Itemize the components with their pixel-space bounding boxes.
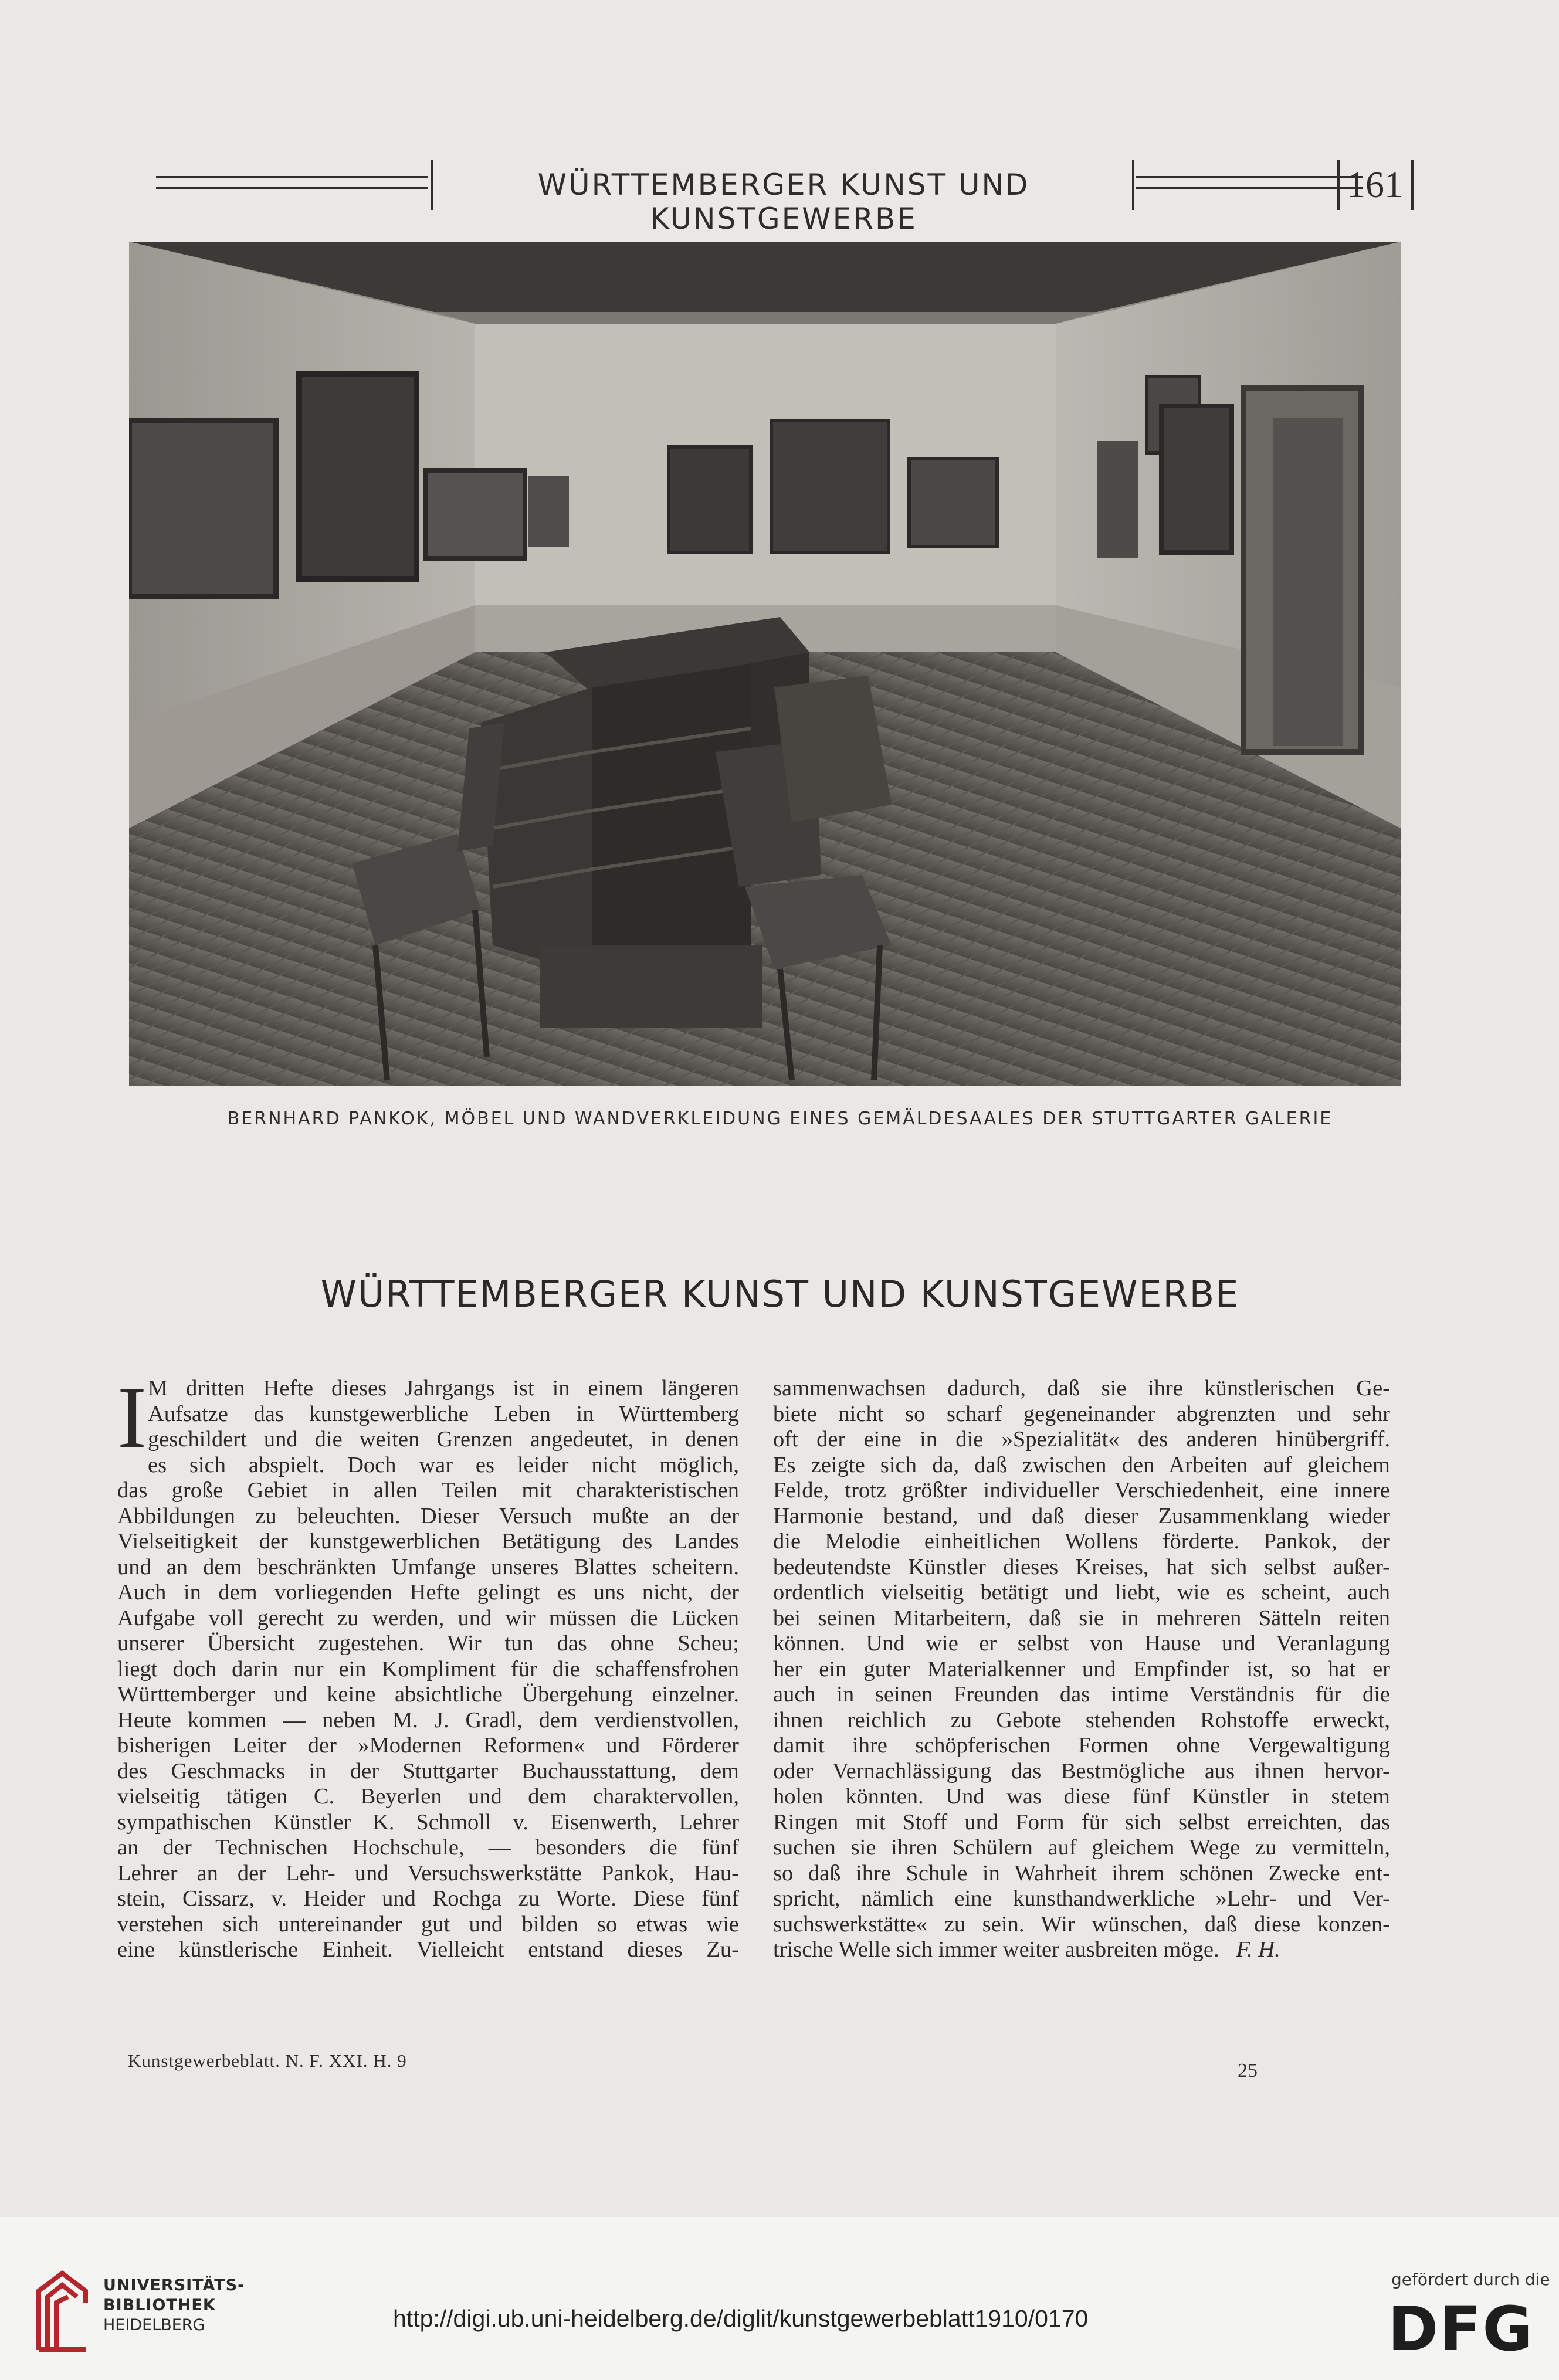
text-line-final: [773, 1937, 1390, 1963]
text-line: suchen sie ihren Schülern auf gleichem Wege zu vermitteln,: [773, 1835, 1390, 1860]
text-line: sammenwachsen dadurch, daß sie ihre künstlerischen Ge-: [773, 1376, 1390, 1401]
text-line: auch in seinen Freunden das intime Verständnis für die: [773, 1682, 1390, 1707]
text-line: oft der eine in die »Spezialität« des anderen hinübergriff.: [773, 1427, 1390, 1452]
running-head-rule-left: [156, 176, 428, 189]
text-line: Ringen mit Stoff und Form für sich selbst erreichten, das: [773, 1809, 1390, 1835]
text-line: ihnen reichlich zu Gebote stehenden Rohstoffe erweckt,: [773, 1707, 1390, 1733]
library-name-line: HEIDELBERG: [103, 2316, 205, 2334]
digital-object-url[interactable]: http://digi.ub.uni-heidelberg.de/diglit/kunstgewerbeblatt1910/0170: [393, 2305, 1089, 2332]
drop-cap: I: [117, 1369, 147, 1466]
text-line: suchswerkstätte« zu sein. Wir wünschen, daß diese konzen-: [773, 1911, 1390, 1937]
library-name-line: UNIVERSITÄTS-: [103, 2276, 245, 2294]
article-heading: WÜRTTEMBERGER KUNST UND KUNSTGEWERBE: [320, 1273, 1240, 1316]
text-line: oder Vernachlässigung das Bestmögliche aus ihnen hervor-: [773, 1758, 1390, 1784]
text-line: Vielseitigkeit der kunstgewerblichen Betätigung des Landes: [117, 1529, 739, 1554]
text-line: damit ihre schöpferischen Formen ohne Vergewaltigung: [773, 1733, 1390, 1758]
text-line: an der Technischen Hochschule, — besonders die fünf: [117, 1835, 739, 1860]
text-line: her ein guter Materialkenner und Empfinder ist, so hat er: [773, 1656, 1390, 1681]
running-head: [156, 160, 1414, 236]
text-line: spricht, nämlich eine kunsthandwerkliche »Lehr- und Ver-: [773, 1886, 1390, 1911]
text-line: M dritten Hefte dieses Jahrgangs ist in einem längeren: [148, 1376, 739, 1401]
text-line: unserer Übersicht zugestehen. Wir tun das ohne Scheu;: [117, 1631, 739, 1656]
photo-caption: BERNHARD PANKOK, MÖBEL UND WANDVERKLEIDUNG EINES GEMÄLDESAALES DER STUTTGARTER GALERIE: [227, 1108, 1333, 1129]
text-line: Lehrer an der Lehr- und Versuchswerkstätte Pankok, Hau-: [117, 1860, 739, 1886]
text-line: Heute kommen — neben M. J. Gradl, dem verdienstvollen,: [117, 1707, 739, 1733]
text-line: holen könnten. Und was diese fünf Künstler in stetem: [773, 1784, 1390, 1809]
text-line: so daß ihre Schule in Wahrheit ihrem schönen Zwecke ent-: [773, 1860, 1390, 1886]
page-number: 161: [1347, 164, 1403, 205]
library-name: [103, 2276, 245, 2335]
running-head-title: WÜRTTEMBERGER KUNST UND KUNSTGEWERBE: [537, 168, 1030, 236]
text-line: ordentlich vielseitig betätigt und liebt, wie es scheint, auch: [773, 1580, 1390, 1605]
text-line: des Geschmacks in der Stuttgarter Buchausstattung, dem: [117, 1758, 739, 1784]
text-column-right: [773, 1376, 1390, 1963]
running-head-divider: [431, 160, 433, 210]
running-head-divider: [1132, 160, 1134, 210]
text-line: das große Gebiet in allen Teilen mit charakteristischen: [117, 1478, 739, 1503]
funding-caption: gefördert durch die: [1391, 2270, 1550, 2289]
text-line: geschildert und die weiten Grenzen angedeutet, in denen: [148, 1427, 739, 1452]
text-line: bedeutendste Künstler dieses Kreises, hat sich selbst außer-: [773, 1554, 1390, 1579]
text-column-left: [117, 1369, 739, 1963]
text-line: Aufsatze das kunstgewerbliche Leben in Württemberg: [148, 1401, 739, 1426]
library-name-line: BIBLIOTHEK: [103, 2296, 216, 2314]
text-line: biete nicht so scharf gegeneinander abgrenzten und sehr: [773, 1401, 1390, 1426]
gallery-photograph: [129, 242, 1401, 1086]
text-line: sympathischen Künstler K. Schmoll v. Eisenwerth, Lehrer: [117, 1809, 739, 1835]
text-line: Felde, trotz größter individueller Verschiedenheit, eine innere: [773, 1478, 1390, 1503]
author-signature: F. H.: [1236, 1937, 1280, 1962]
text-line: trische Welle sich immer weiter ausbreiten möge.: [773, 1937, 1219, 1962]
text-line: stein, Cissarz, v. Heider und Rochga zu Worte. Diese fünf: [117, 1886, 739, 1911]
text-line: eine künstlerische Einheit. Vielleicht entstand dieses Zu-: [117, 1937, 739, 1962]
text-line: Württemberger und keine absichtliche Übergehung einzelner.: [117, 1682, 739, 1707]
text-line: es sich abspielt. Doch war es leider nicht möglich,: [148, 1452, 739, 1477]
dfg-logo: DFG: [1388, 2293, 1534, 2365]
text-line: Harmonie bestand, und daß dieser Zusammenklang wieder: [773, 1503, 1390, 1528]
text-line: Es zeigte sich da, daß zwischen den Arbeiten auf gleichem: [773, 1452, 1390, 1477]
running-head-rule-right: [1136, 176, 1363, 189]
text-line: die Melodie einheitlichen Wollens förderte. Pankok, der: [773, 1529, 1390, 1554]
text-line: vielseitig tätigen C. Beyerlen und dem charaktervollen,: [117, 1784, 739, 1809]
text-line: Aufgabe voll gerecht zu werden, und wir müssen die Lücken: [117, 1605, 739, 1630]
text-line: und an dem beschränkten Umfange unseres Blattes scheitern.: [117, 1554, 739, 1579]
text-line: verstehen sich untereinander gut und bilden so etwas wie: [117, 1911, 739, 1937]
gallery-interior-image: [129, 242, 1401, 1086]
text-line: liegt doch darin nur ein Kompliment für die schaffensfrohen: [117, 1656, 739, 1681]
page-number-box-right: [1411, 160, 1414, 210]
text-line: Abbildungen zu beleuchten. Dieser Versuch mußte an der: [117, 1503, 739, 1528]
text-line: können. Und wie er selbst von Hause und Veranlagung: [773, 1631, 1390, 1656]
journal-footer: Kunstgewerbeblatt. N. F. XXI. H. 9: [128, 2050, 407, 2071]
university-library-logo-icon: [33, 2267, 91, 2355]
text-line: bisherigen Leiter der »Modernen Reformen« und Förderer: [117, 1733, 739, 1758]
text-line: Auch in dem vorliegenden Hefte gelingt es uns nicht, der: [117, 1580, 739, 1605]
text-line: bei seinen Mitarbeitern, daß sie in mehreren Sätteln reiten: [773, 1605, 1390, 1630]
signature-mark: 25: [1238, 2060, 1258, 2081]
